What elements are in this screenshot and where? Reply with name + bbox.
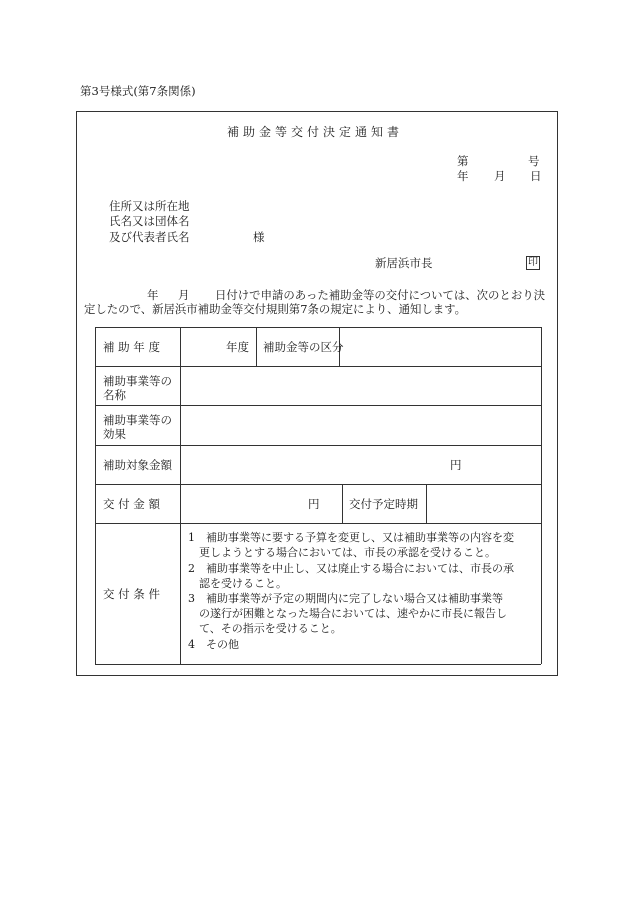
grant-amount-unit: 円 [308,497,320,511]
date-nen: 年 [457,169,469,183]
seal-mark [526,256,540,270]
form-number-label: 第3号様式(第7条関係) [80,84,196,98]
condition-line-1: 1 補助事業等に要する予算を変更し、又は補助事業等の内容を変 [188,531,514,544]
condition-line-2: 更しようとする場合においては、市長の承認を受けること。 [188,546,496,559]
addressee-line-address: 住所又は所在地 [109,199,190,213]
label-project-name-2: 名称 [103,388,126,402]
label-subsidy-category: 補助金等の区分 [263,340,344,354]
eligible-amount-unit: 円 [450,458,462,472]
body-nen: 年 [147,288,159,302]
date-hi: 日 [530,169,542,183]
condition-line-7: て、その指示を受けること。 [188,622,342,635]
label-grant-schedule: 交付予定時期 [349,497,418,511]
label-eligible-amount: 補助対象金額 [103,458,172,472]
fiscal-year-suffix: 年度 [226,340,249,354]
date-tsuki: 月 [494,169,506,183]
label-project-effect-1: 補助事業等の [103,413,172,427]
body-line-2: 定したので、新居浜市補助金等交付規則第7条の規定により、通知します。 [84,302,466,316]
decision-table [95,327,541,664]
condition-line-4: 認を受けること。 [188,577,287,590]
addressee-line-name: 氏名又は団体名 [109,214,190,228]
ref-go: 号 [528,154,540,168]
condition-line-3: 2 補助事業等を中止し、又は廃止する場合においては、市長の承 [188,562,514,575]
label-fiscal-year: 補 助 年 度 [103,340,160,354]
condition-line-6: の遂行が困難となった場合においては、速やかに市長に報告し [188,607,507,620]
ref-dai: 第 [457,154,469,168]
condition-line-5: 3 補助事業等が予定の期間内に完了しない場合又は補助事業等 [188,592,503,605]
addressee-honorific: 様 [253,230,265,244]
body-tsuki: 月 [178,288,190,302]
seal-char: 印 [528,257,538,268]
addressee-line-representative: 及び代表者氏名 [109,230,190,244]
document-title: 補助金等交付決定通知書 [226,125,403,139]
body-line-1: 日付けで申請のあった補助金等の交付については、次のとおり決 [215,288,545,302]
label-project-effect-2: 効果 [103,427,126,441]
label-grant-conditions: 交 付 条 件 [103,587,160,601]
issuer-name: 新居浜市長 [375,256,433,270]
condition-line-8: 4 その他 [188,638,239,651]
label-grant-amount: 交 付 金 額 [103,497,160,511]
label-project-name-1: 補助事業等の [103,374,172,388]
